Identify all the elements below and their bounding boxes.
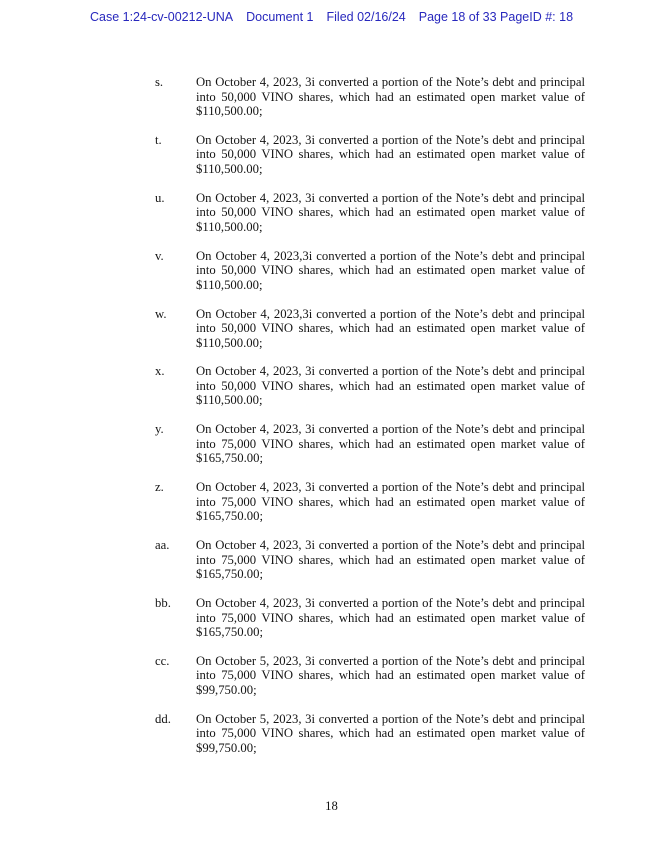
list-item xyxy=(155,75,585,119)
text-line: $165,750.00; xyxy=(196,451,263,466)
list-item xyxy=(155,422,585,466)
text-line: $110,500.00; xyxy=(196,335,263,350)
item-label: w. xyxy=(155,306,167,321)
item-text xyxy=(196,538,585,582)
item-text xyxy=(196,249,585,293)
item-text xyxy=(196,422,585,466)
text-line: into 50,000 VINO shares, which had an estimated open market value of xyxy=(196,263,585,278)
list-item xyxy=(155,133,585,177)
text-line: into 50,000 VINO shares, which had an estimated open market value of xyxy=(196,89,585,104)
list-item xyxy=(155,538,585,582)
case-header xyxy=(0,10,663,25)
text-line: into 75,000 VINO shares, which had an estimated open market value of xyxy=(196,552,585,567)
item-text xyxy=(196,133,585,177)
item-text xyxy=(196,712,585,756)
text-line: into 75,000 VINO shares, which had an estimated open market value of xyxy=(196,726,585,741)
text-line: into 50,000 VINO shares, which had an estimated open market value of xyxy=(196,205,585,220)
text-line: $110,500.00; xyxy=(196,104,263,118)
list-item xyxy=(155,480,585,524)
list-item xyxy=(155,596,585,640)
list-item xyxy=(155,191,585,235)
item-label: dd. xyxy=(155,711,171,726)
item-text xyxy=(196,307,585,351)
item-label: bb. xyxy=(155,596,171,611)
text-line: On October 4, 2023, 3i converted a portion of the Note’s debt and principal xyxy=(196,75,585,89)
item-label: s. xyxy=(155,75,164,89)
text-line: On October 4, 2023, 3i converted a portion of the Note’s debt and principal xyxy=(196,132,585,147)
item-text xyxy=(196,480,585,524)
text-line: $165,750.00; xyxy=(196,509,263,524)
text-line: On October 5, 2023, 3i converted a portion of the Note’s debt and principal xyxy=(196,711,585,726)
header-segment-case-number: Case 1:24-cv-00212-UNA xyxy=(89,10,234,24)
item-text xyxy=(196,654,585,698)
text-line: On October 4, 2023, 3i converted a portion of the Note’s debt and principal xyxy=(196,538,585,553)
text-line: On October 4, 2023,3i converted a portion of the Note’s debt and principal xyxy=(196,306,585,321)
text-line: $165,750.00; xyxy=(196,625,263,640)
text-line: into 50,000 VINO shares, which had an estimated open market value of xyxy=(196,321,585,336)
text-line: into 75,000 VINO shares, which had an estimated open market value of xyxy=(196,668,585,683)
header-segment-page-info: Page 18 of 33 PageID #: 18 xyxy=(418,10,574,24)
text-line: $110,500.00; xyxy=(196,393,263,408)
header-segment-document: Document 1 xyxy=(246,10,314,24)
text-line: On October 4, 2023, 3i converted a portion of the Note’s debt and principal xyxy=(196,422,585,437)
item-label: x. xyxy=(155,364,165,379)
list-item xyxy=(155,654,585,698)
item-text xyxy=(196,364,585,408)
item-label: z. xyxy=(155,480,164,495)
item-label: cc. xyxy=(155,653,170,668)
list-item xyxy=(155,364,585,408)
item-text xyxy=(196,75,585,119)
text-line: into 50,000 VINO shares, which had an estimated open market value of xyxy=(196,147,585,162)
item-label: t. xyxy=(155,132,162,147)
list-item xyxy=(155,712,585,756)
text-line: into 50,000 VINO shares, which had an estimated open market value of xyxy=(196,378,585,393)
text-line: into 75,000 VINO shares, which had an estimated open market value of xyxy=(196,436,585,451)
text-line: into 75,000 VINO shares, which had an estimated open market value of xyxy=(196,494,585,509)
item-label: v. xyxy=(155,248,164,263)
item-text xyxy=(196,596,585,640)
text-line: $165,750.00; xyxy=(196,567,263,582)
text-line: $110,500.00; xyxy=(196,277,263,292)
text-line: On October 5, 2023, 3i converted a portion of the Note’s debt and principal xyxy=(196,653,585,668)
text-line: On October 4, 2023, 3i converted a portion of the Note’s debt and principal xyxy=(196,190,585,205)
item-label: aa. xyxy=(155,538,170,553)
text-line: $99,750.00; xyxy=(196,740,257,755)
text-line: $110,500.00; xyxy=(196,219,263,234)
text-line: into 75,000 VINO shares, which had an estimated open market value of xyxy=(196,610,585,625)
text-line: On October 4, 2023, 3i converted a portion of the Note’s debt and principal xyxy=(196,364,585,379)
page-number: 18 xyxy=(325,799,338,813)
text-line: $99,750.00; xyxy=(196,682,257,697)
text-line: On October 4, 2023, 3i converted a portion of the Note’s debt and principal xyxy=(196,480,585,495)
header-segment-filed-date: Filed 02/16/24 xyxy=(326,10,406,24)
item-text xyxy=(196,191,585,235)
item-label: u. xyxy=(155,190,165,205)
text-line: On October 4, 2023, 3i converted a portion of the Note’s debt and principal xyxy=(196,596,585,611)
text-line: On October 4, 2023,3i converted a portion of the Note’s debt and principal xyxy=(196,248,585,263)
conversion-list xyxy=(155,75,585,770)
list-item xyxy=(155,307,585,351)
item-label: y. xyxy=(155,422,164,437)
list-item xyxy=(155,249,585,293)
text-line: $110,500.00; xyxy=(196,161,263,176)
